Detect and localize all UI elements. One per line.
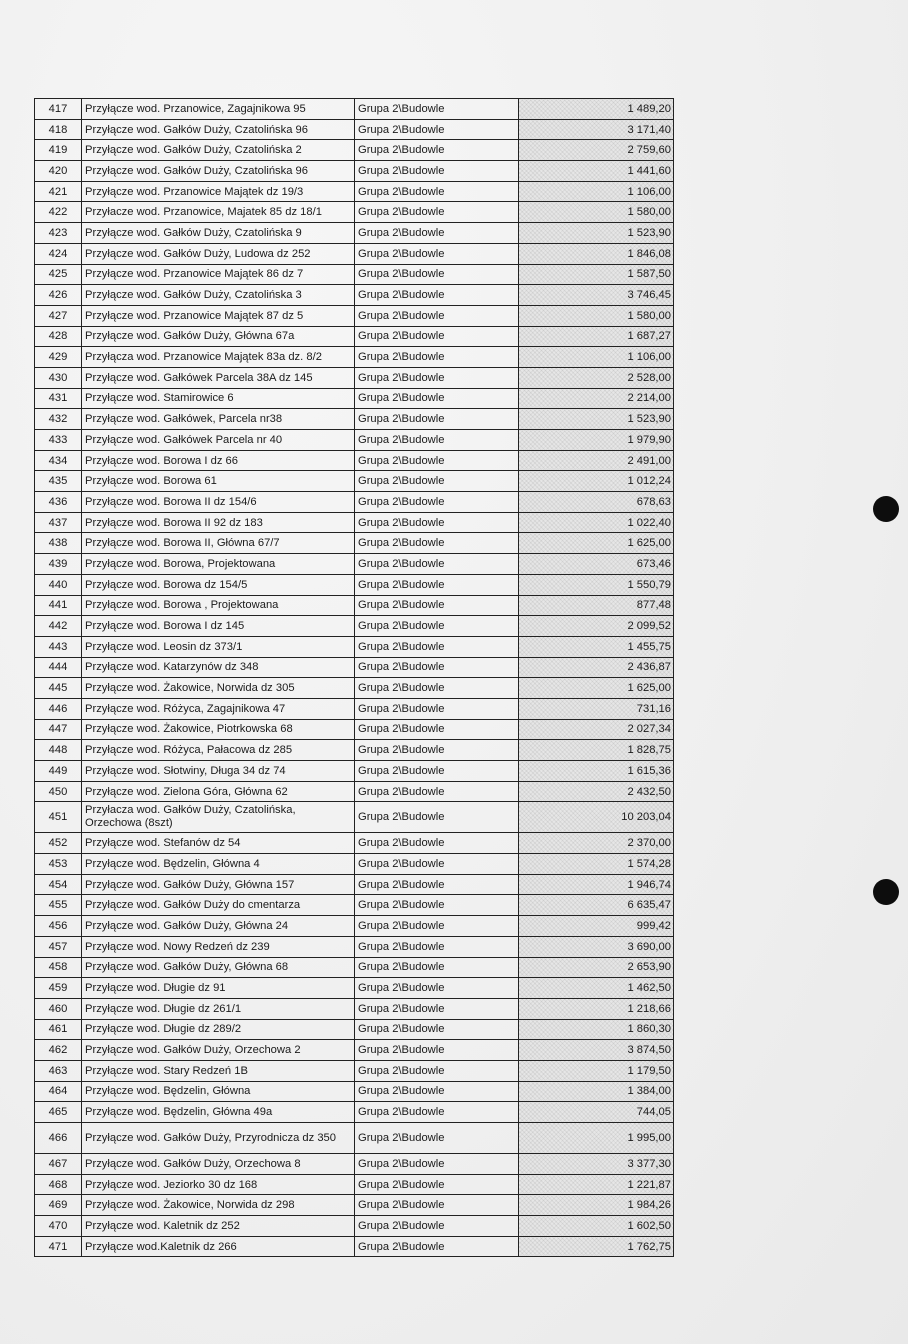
group-cell: Grupa 2\Budowle (355, 264, 519, 285)
row-number-cell: 426 (35, 285, 82, 306)
group-cell: Grupa 2\Budowle (355, 719, 519, 740)
row-number-cell: 435 (35, 471, 82, 492)
table-row (35, 657, 674, 678)
table-row (35, 916, 674, 937)
value-cell: 877,48 (519, 595, 674, 616)
description-cell: Przyłacza wod. Gałków Duży, Czatolińska, Orzechowa (8szt) (82, 802, 355, 833)
table-row (35, 678, 674, 699)
row-number-cell: 455 (35, 895, 82, 916)
table-row (35, 347, 674, 368)
row-number-cell: 429 (35, 347, 82, 368)
group-cell: Grupa 2\Budowle (355, 636, 519, 657)
table-row (35, 388, 674, 409)
description-cell: Przyłącze wod. Gałków Duży, Główna 68 (82, 957, 355, 978)
description-cell: Przyłącze wod. Leosin dz 373/1 (82, 636, 355, 657)
value-cell: 1 523,90 (519, 409, 674, 430)
value-cell: 2 432,50 (519, 781, 674, 802)
value-cell: 1 687,27 (519, 326, 674, 347)
table-row (35, 305, 674, 326)
value-cell: 1 106,00 (519, 181, 674, 202)
description-cell: Przyłącze wod. Gałków Duży, Główna 157 (82, 874, 355, 895)
value-cell: 744,05 (519, 1102, 674, 1123)
group-cell: Grupa 2\Budowle (355, 1174, 519, 1195)
row-number-cell: 456 (35, 916, 82, 937)
value-cell: 1 625,00 (519, 678, 674, 699)
value-cell: 2 370,00 (519, 833, 674, 854)
table-row (35, 740, 674, 761)
value-cell: 1 574,28 (519, 854, 674, 875)
group-cell: Grupa 2\Budowle (355, 99, 519, 120)
description-cell: Przyłącze wod. Gałków Duży, Główna 24 (82, 916, 355, 937)
value-cell: 2 027,34 (519, 719, 674, 740)
row-number-cell: 461 (35, 1019, 82, 1040)
value-cell: 2 436,87 (519, 657, 674, 678)
description-cell: Przyłącze wod. Gałków Duży, Czatolińska 3 (82, 285, 355, 306)
description-cell: Przyłącze wod. Gałków Duży, Ludowa dz 252 (82, 243, 355, 264)
group-cell: Grupa 2\Budowle (355, 574, 519, 595)
description-cell: Przyłącze wod. Gałkówek Parcela nr 40 (82, 430, 355, 451)
group-cell: Grupa 2\Budowle (355, 1123, 519, 1154)
group-cell: Grupa 2\Budowle (355, 202, 519, 223)
group-cell: Grupa 2\Budowle (355, 698, 519, 719)
punch-hole-upper (873, 496, 899, 522)
table-row (35, 161, 674, 182)
table-row (35, 119, 674, 140)
row-number-cell: 441 (35, 595, 82, 616)
group-cell: Grupa 2\Budowle (355, 285, 519, 306)
table-row (35, 595, 674, 616)
table-row (35, 874, 674, 895)
group-cell: Grupa 2\Budowle (355, 1081, 519, 1102)
table-row (35, 978, 674, 999)
table-row (35, 409, 674, 430)
description-cell: Przyłącze wod. Gałków Duży, Orzechowa 2 (82, 1040, 355, 1061)
description-cell: Przyłącze wod. Żakowice, Norwida dz 298 (82, 1195, 355, 1216)
description-cell: Przyłącze wod. Borowa II, Główna 67/7 (82, 533, 355, 554)
row-number-cell: 439 (35, 554, 82, 575)
group-cell: Grupa 2\Budowle (355, 740, 519, 761)
row-number-cell: 444 (35, 657, 82, 678)
group-cell: Grupa 2\Budowle (355, 595, 519, 616)
table-row (35, 554, 674, 575)
description-cell: Przyłącze wod. Słotwiny, Długa 34 dz 74 (82, 761, 355, 782)
row-number-cell: 421 (35, 181, 82, 202)
description-cell: Przyłącze wod. Gałków Duży, Główna 67a (82, 326, 355, 347)
group-cell: Grupa 2\Budowle (355, 916, 519, 937)
description-cell: Przyłącza wod. Przanowice Majątek 83a dz. 8/2 (82, 347, 355, 368)
row-number-cell: 449 (35, 761, 82, 782)
table-row (35, 1019, 674, 1040)
asset-ledger-table (34, 98, 674, 1257)
row-number-cell: 458 (35, 957, 82, 978)
value-cell: 3 377,30 (519, 1154, 674, 1175)
row-number-cell: 424 (35, 243, 82, 264)
description-cell: Przyłącze wod. Katarzynów dz 348 (82, 657, 355, 678)
value-cell: 1 995,00 (519, 1123, 674, 1154)
description-cell: Przyłącze wod. Stefanów dz 54 (82, 833, 355, 854)
description-cell: Przyłącze wod. Różyca, Zagajnikowa 47 (82, 698, 355, 719)
value-cell: 999,42 (519, 916, 674, 937)
description-cell: Przyłącze wod. Gałków Duży, Czatolińska 96 (82, 161, 355, 182)
value-cell: 1 946,74 (519, 874, 674, 895)
table-row (35, 854, 674, 875)
row-number-cell: 428 (35, 326, 82, 347)
row-number-cell: 454 (35, 874, 82, 895)
table-row (35, 833, 674, 854)
group-cell: Grupa 2\Budowle (355, 367, 519, 388)
row-number-cell: 432 (35, 409, 82, 430)
table-row (35, 719, 674, 740)
table-row (35, 1236, 674, 1257)
description-cell: Przyłącze wod. Nowy Redzeń dz 239 (82, 936, 355, 957)
description-cell: Przyłącze wod.Kaletnik dz 266 (82, 1236, 355, 1257)
description-cell: Przyłącze wod. Przanowice Majątek 86 dz 7 (82, 264, 355, 285)
group-cell: Grupa 2\Budowle (355, 1154, 519, 1175)
group-cell: Grupa 2\Budowle (355, 430, 519, 451)
value-cell: 673,46 (519, 554, 674, 575)
description-cell: Przyłącze wod. Jeziorko 30 dz 168 (82, 1174, 355, 1195)
group-cell: Grupa 2\Budowle (355, 181, 519, 202)
table-row (35, 1060, 674, 1081)
table-row (35, 140, 674, 161)
value-cell: 2 214,00 (519, 388, 674, 409)
group-cell: Grupa 2\Budowle (355, 1040, 519, 1061)
row-number-cell: 467 (35, 1154, 82, 1175)
row-number-cell: 463 (35, 1060, 82, 1081)
table-row (35, 616, 674, 637)
row-number-cell: 469 (35, 1195, 82, 1216)
value-cell: 2 653,90 (519, 957, 674, 978)
description-cell: Przyłącze wod. Żakowice, Norwida dz 305 (82, 678, 355, 699)
group-cell: Grupa 2\Budowle (355, 512, 519, 533)
value-cell: 1 384,00 (519, 1081, 674, 1102)
row-number-cell: 471 (35, 1236, 82, 1257)
ledger-body (35, 99, 674, 1257)
row-number-cell: 433 (35, 430, 82, 451)
table-row (35, 512, 674, 533)
description-cell: Przyłącze wod. Borowa, Projektowana (82, 554, 355, 575)
row-number-cell: 420 (35, 161, 82, 182)
table-row (35, 802, 674, 833)
description-cell: Przyłącze wod. Stamirowice 6 (82, 388, 355, 409)
value-cell: 1 523,90 (519, 223, 674, 244)
description-cell: Przyłącze wod. Borowa II dz 154/6 (82, 492, 355, 513)
row-number-cell: 447 (35, 719, 82, 740)
value-cell: 1 602,50 (519, 1216, 674, 1237)
row-number-cell: 464 (35, 1081, 82, 1102)
value-cell: 6 635,47 (519, 895, 674, 916)
group-cell: Grupa 2\Budowle (355, 1195, 519, 1216)
row-number-cell: 450 (35, 781, 82, 802)
value-cell: 3 690,00 (519, 936, 674, 957)
row-number-cell: 434 (35, 450, 82, 471)
value-cell: 1 615,36 (519, 761, 674, 782)
group-cell: Grupa 2\Budowle (355, 554, 519, 575)
group-cell: Grupa 2\Budowle (355, 450, 519, 471)
value-cell: 1 022,40 (519, 512, 674, 533)
value-cell: 1 587,50 (519, 264, 674, 285)
value-cell: 3 746,45 (519, 285, 674, 306)
row-number-cell: 418 (35, 119, 82, 140)
row-number-cell: 431 (35, 388, 82, 409)
table-row (35, 574, 674, 595)
table-row (35, 285, 674, 306)
table-row (35, 1174, 674, 1195)
value-cell: 1 550,79 (519, 574, 674, 595)
table-row (35, 430, 674, 451)
value-cell: 678,63 (519, 492, 674, 513)
row-number-cell: 438 (35, 533, 82, 554)
table-row (35, 895, 674, 916)
group-cell: Grupa 2\Budowle (355, 305, 519, 326)
row-number-cell: 452 (35, 833, 82, 854)
group-cell: Grupa 2\Budowle (355, 802, 519, 833)
table-row (35, 492, 674, 513)
description-cell: Przyłącze wod. Żakowice, Piotrkowska 68 (82, 719, 355, 740)
group-cell: Grupa 2\Budowle (355, 223, 519, 244)
row-number-cell: 425 (35, 264, 82, 285)
description-cell: Przyłącze wod. Borowa 61 (82, 471, 355, 492)
row-number-cell: 457 (35, 936, 82, 957)
group-cell: Grupa 2\Budowle (355, 957, 519, 978)
group-cell: Grupa 2\Budowle (355, 761, 519, 782)
row-number-cell: 437 (35, 512, 82, 533)
table-row (35, 1195, 674, 1216)
value-cell: 2 491,00 (519, 450, 674, 471)
table-row (35, 367, 674, 388)
row-number-cell: 468 (35, 1174, 82, 1195)
group-cell: Grupa 2\Budowle (355, 533, 519, 554)
description-cell: Przyłącze wod. Borowa I dz 66 (82, 450, 355, 471)
description-cell: Przyłącze wod. Długie dz 91 (82, 978, 355, 999)
table-row (35, 181, 674, 202)
row-number-cell: 430 (35, 367, 82, 388)
group-cell: Grupa 2\Budowle (355, 243, 519, 264)
group-cell: Grupa 2\Budowle (355, 978, 519, 999)
value-cell: 1 580,00 (519, 305, 674, 326)
row-number-cell: 419 (35, 140, 82, 161)
table-row (35, 1102, 674, 1123)
value-cell: 731,16 (519, 698, 674, 719)
table-row (35, 761, 674, 782)
table-row (35, 998, 674, 1019)
value-cell: 1 106,00 (519, 347, 674, 368)
description-cell: Przyłącze wod. Borowa II 92 dz 183 (82, 512, 355, 533)
group-cell: Grupa 2\Budowle (355, 1216, 519, 1237)
row-number-cell: 423 (35, 223, 82, 244)
description-cell: Przyłącze wod. Długie dz 289/2 (82, 1019, 355, 1040)
value-cell: 10 203,04 (519, 802, 674, 833)
group-cell: Grupa 2\Budowle (355, 492, 519, 513)
value-cell: 1 489,20 (519, 99, 674, 120)
description-cell: Przyłącze wod. Długie dz 261/1 (82, 998, 355, 1019)
description-cell: Przyłącze wod. Przanowice Majątek dz 19/3 (82, 181, 355, 202)
value-cell: 3 171,40 (519, 119, 674, 140)
description-cell: Przyłącze wod. Będzelin, Główna (82, 1081, 355, 1102)
description-cell: Przyłącze wod. Będzelin, Główna 49a (82, 1102, 355, 1123)
group-cell: Grupa 2\Budowle (355, 616, 519, 637)
group-cell: Grupa 2\Budowle (355, 161, 519, 182)
value-cell: 1 012,24 (519, 471, 674, 492)
group-cell: Grupa 2\Budowle (355, 998, 519, 1019)
row-number-cell: 440 (35, 574, 82, 595)
description-cell: Przyłącze wod. Różyca, Pałacowa dz 285 (82, 740, 355, 761)
description-cell: Przyłącze wod. Będzelin, Główna 4 (82, 854, 355, 875)
row-number-cell: 466 (35, 1123, 82, 1154)
description-cell: Przyłacze wod. Przanowice, Majatek 85 dz 18/1 (82, 202, 355, 223)
group-cell: Grupa 2\Budowle (355, 657, 519, 678)
table-row (35, 1123, 674, 1154)
group-cell: Grupa 2\Budowle (355, 1102, 519, 1123)
row-number-cell: 445 (35, 678, 82, 699)
row-number-cell: 470 (35, 1216, 82, 1237)
value-cell: 2 099,52 (519, 616, 674, 637)
group-cell: Grupa 2\Budowle (355, 936, 519, 957)
value-cell: 1 846,08 (519, 243, 674, 264)
row-number-cell: 460 (35, 998, 82, 1019)
value-cell: 3 874,50 (519, 1040, 674, 1061)
table-row (35, 1040, 674, 1061)
group-cell: Grupa 2\Budowle (355, 833, 519, 854)
description-cell: Przyłącze wod. Stary Redzeń 1B (82, 1060, 355, 1081)
group-cell: Grupa 2\Budowle (355, 1236, 519, 1257)
row-number-cell: 465 (35, 1102, 82, 1123)
table-row (35, 1154, 674, 1175)
description-cell: Przyłącze wod. Gałków Duży do cmentarza (82, 895, 355, 916)
row-number-cell: 436 (35, 492, 82, 513)
description-cell: Przyłącze wod. Gałków Duży, Orzechowa 8 (82, 1154, 355, 1175)
group-cell: Grupa 2\Budowle (355, 140, 519, 161)
value-cell: 1 462,50 (519, 978, 674, 999)
table-row (35, 471, 674, 492)
group-cell: Grupa 2\Budowle (355, 781, 519, 802)
row-number-cell: 417 (35, 99, 82, 120)
table-row (35, 243, 674, 264)
row-number-cell: 443 (35, 636, 82, 657)
description-cell: Przyłącze wod. Gałków Duży, Czatolińska 2 (82, 140, 355, 161)
description-cell: Przyłącze wod. Borowa , Projektowana (82, 595, 355, 616)
value-cell: 1 625,00 (519, 533, 674, 554)
group-cell: Grupa 2\Budowle (355, 388, 519, 409)
value-cell: 1 860,30 (519, 1019, 674, 1040)
description-cell: Przyłącze wod. Przanowice, Zagajnikowa 95 (82, 99, 355, 120)
description-cell: Przyłącze wod. Gałków Duży, Czatolińska 9 (82, 223, 355, 244)
group-cell: Grupa 2\Budowle (355, 326, 519, 347)
group-cell: Grupa 2\Budowle (355, 678, 519, 699)
description-cell: Przyłącze wod. Przanowice Majątek 87 dz 5 (82, 305, 355, 326)
table-row (35, 1216, 674, 1237)
group-cell: Grupa 2\Budowle (355, 471, 519, 492)
table-row (35, 781, 674, 802)
table-row (35, 533, 674, 554)
group-cell: Grupa 2\Budowle (355, 347, 519, 368)
row-number-cell: 446 (35, 698, 82, 719)
row-number-cell: 422 (35, 202, 82, 223)
description-cell: Przyłącze wod. Gałków Duży, Przyrodnicza dz 350 (82, 1123, 355, 1154)
table-row (35, 450, 674, 471)
value-cell: 1 441,60 (519, 161, 674, 182)
row-number-cell: 459 (35, 978, 82, 999)
row-number-cell: 453 (35, 854, 82, 875)
group-cell: Grupa 2\Budowle (355, 1060, 519, 1081)
table-row (35, 202, 674, 223)
value-cell: 1 455,75 (519, 636, 674, 657)
table-row (35, 636, 674, 657)
description-cell: Przyłącze wod. Borowa dz 154/5 (82, 574, 355, 595)
group-cell: Grupa 2\Budowle (355, 1019, 519, 1040)
table-row (35, 264, 674, 285)
group-cell: Grupa 2\Budowle (355, 409, 519, 430)
table-row (35, 1081, 674, 1102)
value-cell: 1 218,66 (519, 998, 674, 1019)
row-number-cell: 462 (35, 1040, 82, 1061)
value-cell: 1 979,90 (519, 430, 674, 451)
description-cell: Przyłącze wod. Gałków Duży, Czatolińska 96 (82, 119, 355, 140)
row-number-cell: 451 (35, 802, 82, 833)
row-number-cell: 448 (35, 740, 82, 761)
value-cell: 2 759,60 (519, 140, 674, 161)
punch-hole-lower (873, 879, 899, 905)
value-cell: 1 984,26 (519, 1195, 674, 1216)
group-cell: Grupa 2\Budowle (355, 874, 519, 895)
group-cell: Grupa 2\Budowle (355, 895, 519, 916)
description-cell: Przyłącze wod. Zielona Góra, Główna 62 (82, 781, 355, 802)
row-number-cell: 442 (35, 616, 82, 637)
table-row (35, 223, 674, 244)
description-cell: Przyłącze wod. Gałkówek, Parcela nr38 (82, 409, 355, 430)
value-cell: 1 762,75 (519, 1236, 674, 1257)
group-cell: Grupa 2\Budowle (355, 854, 519, 875)
value-cell: 2 528,00 (519, 367, 674, 388)
table-row (35, 957, 674, 978)
table-row (35, 698, 674, 719)
value-cell: 1 179,50 (519, 1060, 674, 1081)
table-row (35, 936, 674, 957)
value-cell: 1 221,87 (519, 1174, 674, 1195)
description-cell: Przyłącze wod. Gałkówek Parcela 38A dz 145 (82, 367, 355, 388)
row-number-cell: 427 (35, 305, 82, 326)
group-cell: Grupa 2\Budowle (355, 119, 519, 140)
value-cell: 1 580,00 (519, 202, 674, 223)
table-row (35, 99, 674, 120)
table-row (35, 326, 674, 347)
description-cell: Przyłącze wod. Borowa I dz 145 (82, 616, 355, 637)
value-cell: 1 828,75 (519, 740, 674, 761)
description-cell: Przyłącze wod. Kaletnik dz 252 (82, 1216, 355, 1237)
